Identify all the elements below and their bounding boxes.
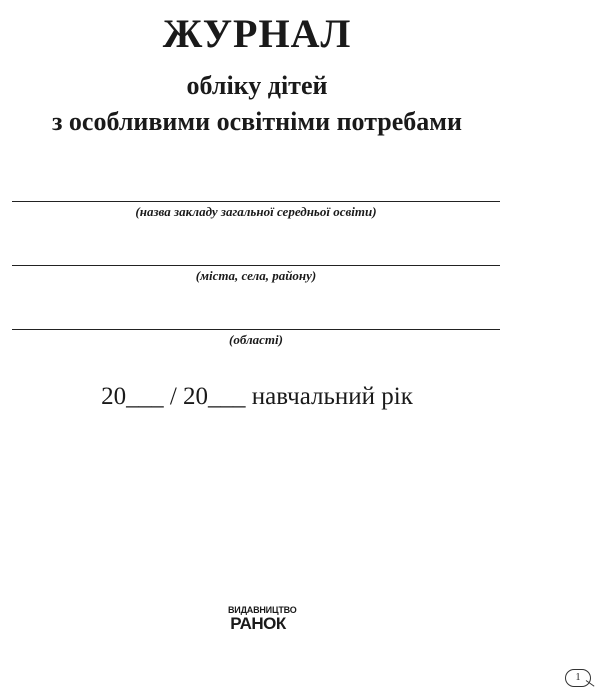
academic-year-line: 20___ / 20___ навчальний рік xyxy=(101,383,413,410)
institution-name-line[interactable] xyxy=(12,201,500,202)
journal-title: ЖУРНАЛ xyxy=(162,11,352,56)
locality-line[interactable] xyxy=(12,265,500,266)
publisher-logo-name: РАНОК xyxy=(230,614,286,633)
journal-subtitle-line2: з особливими освітніми потребами xyxy=(51,107,462,136)
locality-caption: (міста, села, району) xyxy=(195,268,317,283)
publisher-logo-top: ВИДАВНИЦТВО xyxy=(228,605,297,615)
institution-name-caption: (назва закладу загальної середньої освіти) xyxy=(135,204,377,219)
journal-subtitle-line1: обліку дітей xyxy=(186,71,328,100)
publisher-logo xyxy=(228,605,297,633)
region-line[interactable] xyxy=(12,329,500,330)
region-caption: (області) xyxy=(229,332,283,347)
page-number-badge: 1 xyxy=(565,669,591,687)
